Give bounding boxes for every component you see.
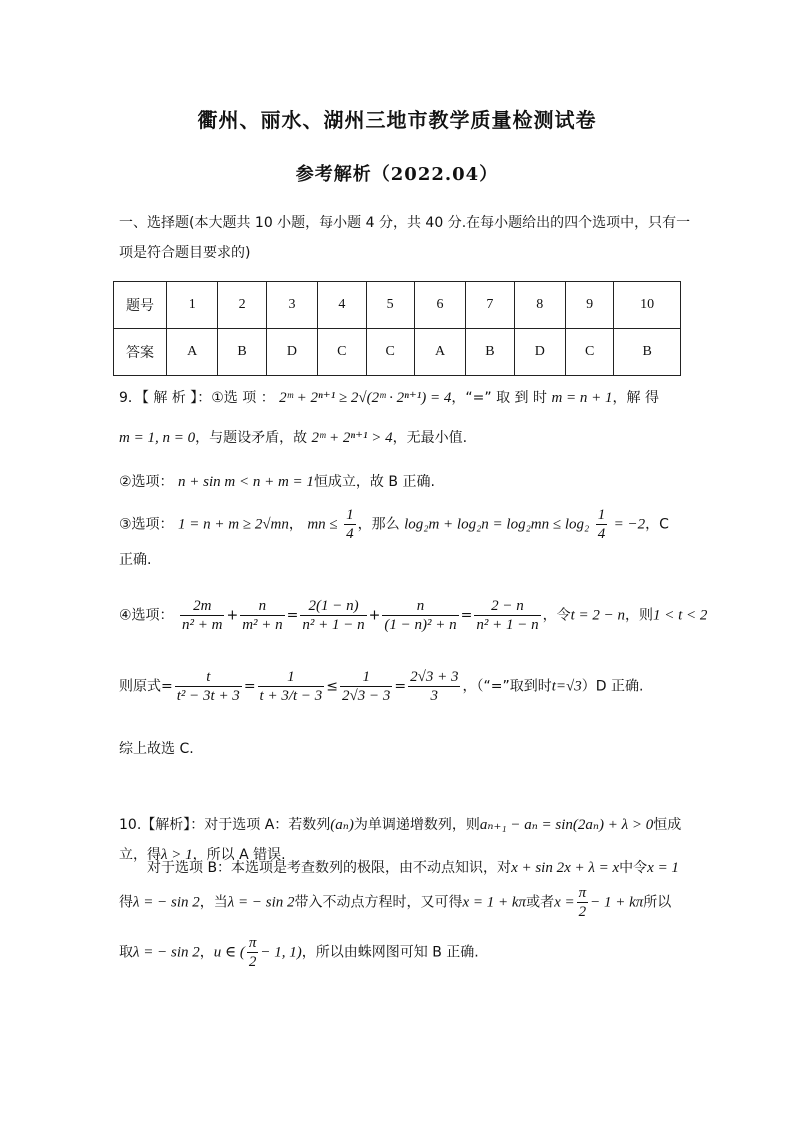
- q9-orig-frac4: $\frac{2√3 + 3}{3}$: [410, 669, 459, 704]
- q9-opt3-expr3: log₂m + log₂n = log₂mn ≤ log₂: [404, 516, 590, 533]
- q10-b2-text3: 带入不动点方程时，又可得: [294, 894, 463, 911]
- table-cell: 3: [266, 282, 317, 329]
- table-cell: 2: [218, 282, 266, 329]
- table-cell: D: [514, 329, 565, 376]
- q10-b2-text1: 得: [119, 894, 133, 911]
- section1-line2: 项是符合题目要求的): [119, 245, 251, 261]
- q10-b2-expr4b: − 1 + kπ: [590, 894, 644, 911]
- q9-opt4-frac2: $\frac{n}{\text{m² + n}}$: [242, 598, 283, 633]
- q9-expr3: m = 1, n = 0: [119, 430, 196, 446]
- q9-opt4-frac1: $\frac{2m}{\text{n² + m}}$: [182, 598, 223, 633]
- q10-b3-text2: ，: [199, 944, 214, 961]
- q10-expr1: (aₙ): [330, 817, 354, 833]
- table-cell: 7: [466, 282, 514, 329]
- q10-b2-expr4a: x =: [554, 894, 575, 911]
- q9-orig-text2: ）D 正确.: [581, 678, 644, 695]
- q9-opt3-expr1: 1 = n + m ≥ 2√mn: [178, 516, 289, 533]
- q9-opt2-expr: n + sin m < n + m = 1: [178, 474, 314, 490]
- table-header-label: 题号: [114, 282, 167, 329]
- q10-optionB-line1: [147, 853, 687, 883]
- q10-b3-text3: ，所以由蛛网图可知 B 正确.: [301, 944, 479, 961]
- q10-b2-expr1: λ = − sin 2: [133, 894, 200, 911]
- table-cell: 4: [318, 282, 366, 329]
- q10-b-text1: 对于选项 B：本选项是考查数列的极限，由不动点知识，对: [147, 860, 512, 876]
- q10-optionB-line2: [119, 884, 679, 921]
- table-cell: 1: [167, 282, 218, 329]
- q10-b3-expr2a: u ∈ (: [213, 944, 245, 961]
- q10-b-expr1: x + sin 2x + λ = x: [511, 860, 620, 876]
- q10-b2-text2: ，当: [199, 894, 228, 911]
- table-cell: B: [218, 329, 266, 376]
- table-cell: 10: [614, 282, 681, 329]
- q9-expr1: 2ᵐ + 2ⁿ⁺¹ ≥ 2√(2ᵐ · 2ⁿ⁺¹) = 4: [279, 390, 452, 406]
- q10-b-expr2: x = 1: [647, 860, 679, 876]
- q9-line2: [119, 423, 679, 453]
- q9-opt4-text1: ，令: [542, 607, 571, 624]
- q9-orig-frac3: $\frac{1}{2√3 - 3}$: [342, 669, 391, 704]
- q9-opt4-expr2: 1 < t < 2: [653, 607, 708, 624]
- q9-expr2: m = n + 1: [551, 390, 613, 406]
- document-title: 衢州、丽水、湖州三地市教学质量检测试卷: [197, 108, 597, 132]
- table-cell: C: [366, 329, 414, 376]
- q9-text1: ，“=” 取 到 时: [451, 390, 548, 406]
- q9-opt2-text: 恒成立，故 B 正确.: [313, 474, 435, 490]
- q9-opt3-text1: ，那么: [357, 516, 400, 533]
- q10-optionB-line3: [119, 934, 679, 971]
- q9-orig-text: ，（“=”取到时: [462, 678, 552, 695]
- q9-option3: ③选项： 1 = n + m ≥ 2√mn， mn ≤ $\frac{1}{4}$ ，那么 log₂m + log₂n = log₂mn ≤ log₂ $\frac{1}{4}$ = −2，C: [119, 507, 669, 542]
- q9-opt3-frac: $\frac{1}{4}$: [346, 507, 354, 542]
- q9-text3: ，与题设矛盾，故: [195, 430, 308, 446]
- table-cell: B: [614, 329, 681, 376]
- q10-b3-expr1: λ = − sin 2: [133, 944, 200, 961]
- q9-orig-expr: t=√3: [551, 678, 582, 695]
- table-cell: A: [414, 329, 465, 376]
- q9-label: 9．【 解 析 】：①选 项 ：: [119, 390, 275, 406]
- q10-b2-frac: $\frac{\pi}{2}$: [578, 885, 587, 920]
- q10-text2: 恒成: [653, 817, 682, 833]
- q9-opt3-text2: ，C: [645, 516, 669, 533]
- q9-orig-frac2: $\frac{1}{t + 3/t - 3}$: [259, 669, 323, 704]
- q10-line2-text1: 立，得: [119, 847, 161, 863]
- table-cell: 9: [566, 282, 614, 329]
- section1-line1: 一、选择题(本大题共 10 小题，每小题 4 分，共 40 分.在每小题给出的四个选项中，只有一: [119, 215, 691, 231]
- table-cell: C: [318, 329, 366, 376]
- q9-text2: ，解 得: [612, 390, 659, 406]
- table-row-numbers: [114, 282, 681, 329]
- q9-opt3-label: ③选项：: [119, 516, 174, 533]
- q9-opt4-text2: ，则: [625, 607, 654, 624]
- q9-opt4-frac4: $\frac{n}{\text{(1 − n)² + n}}$: [384, 598, 457, 633]
- q9-conclusion: 综上故选 C.: [119, 741, 194, 757]
- q10-b3-text1: 取: [119, 944, 133, 961]
- q10-b3-expr2b: − 1, 1): [260, 944, 302, 961]
- q9-line1: [119, 383, 679, 413]
- q9-original-expression: 则原式= $\frac{t}{\text{t² − 3t + 3}}$ = $\frac{1}{t + 3/t - 3}$ ≤ $\frac{1}{2√3 - 3}$ = $\frac{2√3 + 3}{3}$ ，（“=”取到时t=√3）D 正确.: [119, 669, 644, 704]
- q10-line2-expr: λ > 1: [161, 847, 193, 863]
- table-cell: B: [466, 329, 514, 376]
- q10-b2-text4: 或者: [526, 894, 555, 911]
- q9-expr4: 2ᵐ + 2ⁿ⁺¹ > 4: [311, 430, 393, 446]
- q10-expr2: aₙ₊₁ − aₙ = sin(2aₙ) + λ > 0: [479, 817, 654, 833]
- table-cell: C: [566, 329, 614, 376]
- table-cell: A: [167, 329, 218, 376]
- q10-label: 10.【解析】：对于选项 A：若数列: [119, 817, 331, 833]
- table-answer-label: 答案: [114, 329, 167, 376]
- q9-opt4-frac5: $\frac{2 - n}{\text{n² + 1 − n}}$: [476, 598, 539, 633]
- q10-b2-text5: 所以: [643, 894, 672, 911]
- q9-opt4-label: ④选项：: [119, 607, 174, 624]
- q9-opt3-expr2: mn ≤: [307, 516, 338, 533]
- q9-opt4-frac3: $\frac{2(1 - n)}{\text{n² + 1 − n}}$: [302, 598, 365, 633]
- q9-option2: [119, 467, 679, 497]
- q10-b2-expr3: x = 1 + kπ: [462, 894, 527, 911]
- q10-text1: 为单调递增数列，则: [353, 817, 480, 833]
- q9-opt3-expr4: = −2: [613, 516, 646, 533]
- q10-line1: [119, 810, 682, 840]
- table-cell: 5: [366, 282, 414, 329]
- table-cell: 8: [514, 282, 565, 329]
- table-cell: 6: [414, 282, 465, 329]
- q9-orig-label: 则原式=: [119, 678, 173, 695]
- document-subtitle: 参考解析（2022.04）: [295, 164, 499, 185]
- q9-opt4-expr1: t = 2 − n: [570, 607, 626, 624]
- table-cell: D: [266, 329, 317, 376]
- q9-opt2-label: ②选项：: [119, 474, 174, 490]
- q10-b-text2: 中令: [619, 860, 648, 876]
- q9-text4: ，无最小值.: [392, 430, 468, 446]
- q9-option4: ④选项： $\frac{2m}{\text{n² + m}}$ + $\frac{n}{\text{m² + n}}$ = $\frac{2(1 - n)}{\text{n² + 1 − n}}$ + $\frac{n}{\text{(1 − n)² + n}}$ = $\frac{2 - n}{\text{n² + 1 − n}}$ ，令t = 2 − n，则1 < t < 2: [119, 598, 708, 633]
- q10-line2-text2: ，所以 A 错误.: [192, 847, 286, 863]
- q10-b2-expr2: λ = − sin 2: [227, 894, 295, 911]
- table-row-answers: [114, 329, 681, 376]
- answer-table: [113, 281, 681, 376]
- q10-b3-frac: $\frac{\pi}{2}$: [248, 935, 257, 970]
- q9-option3-cont: 正确.: [119, 552, 152, 568]
- q9-orig-frac1: $\frac{t}{\text{t² − 3t + 3}}$: [176, 669, 240, 704]
- q9-opt3-frac2: $\frac{1}{4}$: [597, 507, 606, 542]
